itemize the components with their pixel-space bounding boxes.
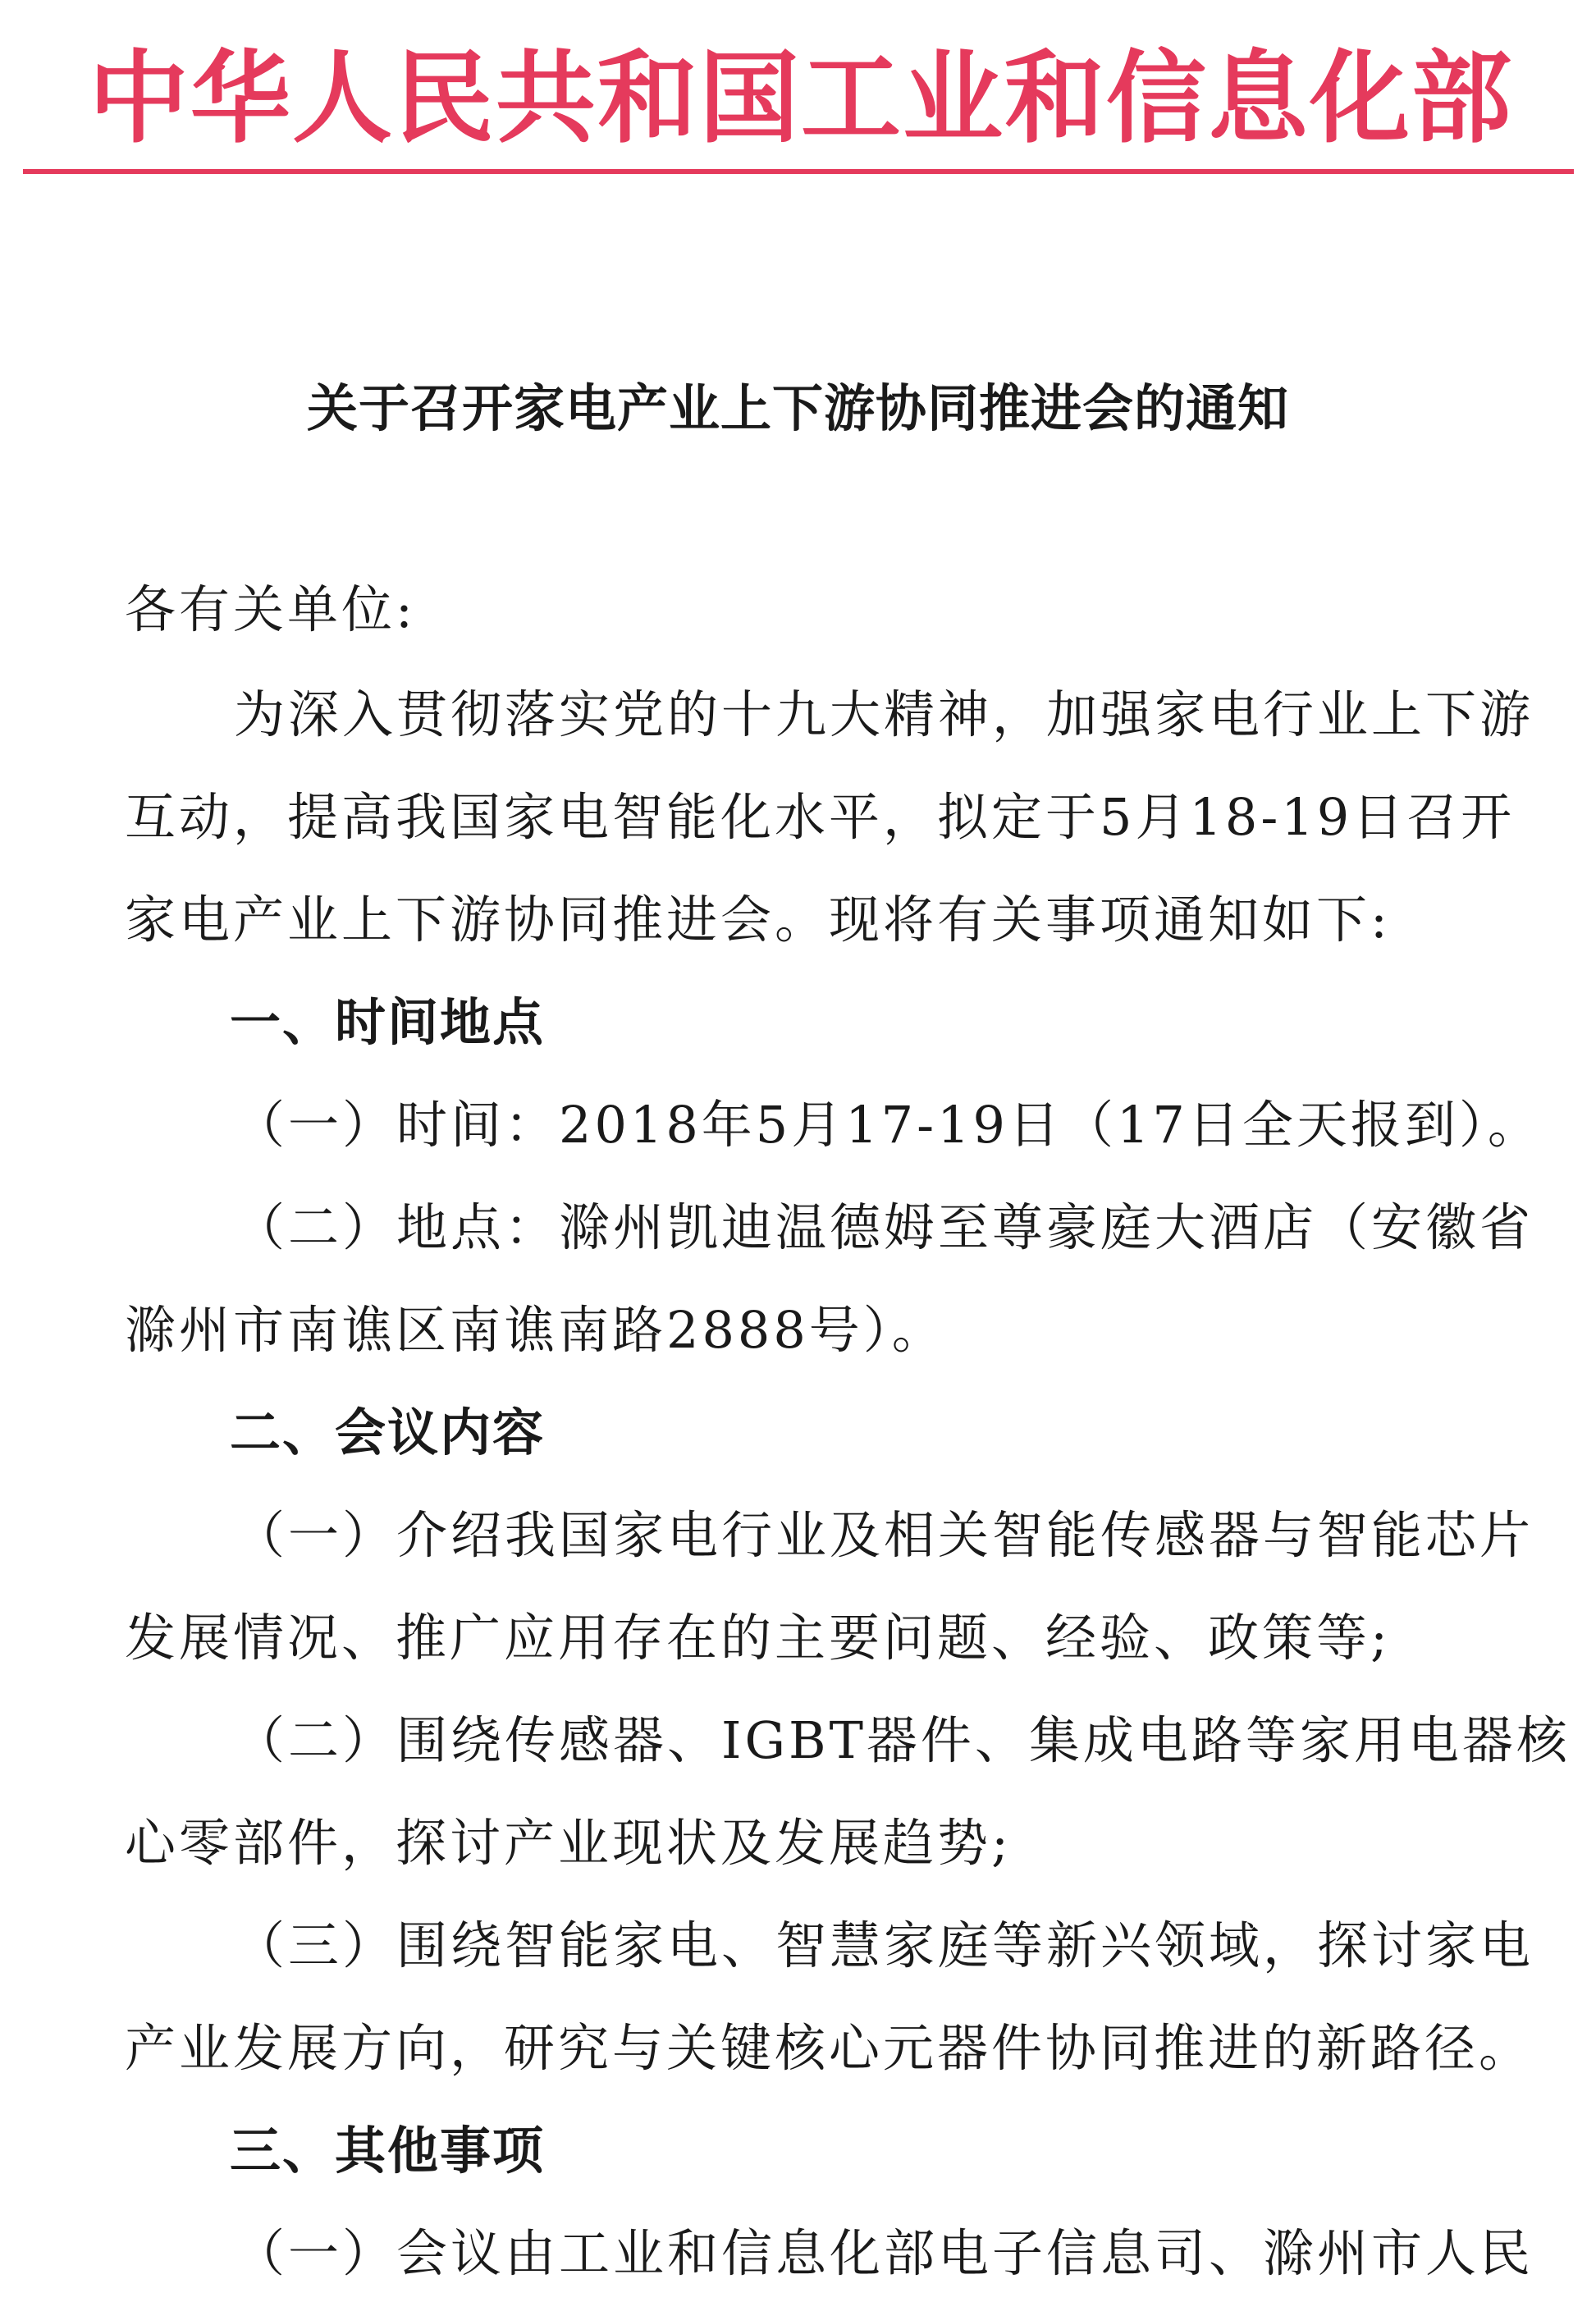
salutation: 各有关单位: xyxy=(125,579,416,639)
letterhead xyxy=(30,11,1572,167)
body-line: （二）围绕传感器、IGBT器件、集成电路等家用电器核 xyxy=(234,1710,1571,1770)
body-line: 滁州市南谯区南谯南路2888号）。 xyxy=(125,1300,946,1360)
document-title: 关于召开家电产业上下游协同推进会的通知 xyxy=(306,378,1289,438)
letterhead-agency-name: 中华人民共和国工业和信息化部 xyxy=(89,39,1513,157)
body-line: （一）介绍我国家电行业及相关智能传感器与智能芯片 xyxy=(234,1505,1534,1565)
intro-line: 互动，提高我国家电智能化水平，拟定于5月18-19日召开 xyxy=(125,787,1516,847)
body-line: 产业发展方向，研究与关键核心元器件协同推进的新路径。 xyxy=(125,2018,1534,2078)
body-line: （一）时间：2018年5月17-19日（17日全天报到）。 xyxy=(234,1095,1542,1155)
body-line: （三）围绕智能家电、智慧家庭等新兴领域，探讨家电 xyxy=(234,1915,1534,1975)
body-line: （二）地点：滁州凯迪温德姆至尊豪庭大酒店（安徽省 xyxy=(234,1197,1534,1257)
section-heading: 一、时间地点 xyxy=(230,992,546,1052)
body-line: （一）会议由工业和信息化部电子信息司、滁州市人民 xyxy=(234,2223,1534,2283)
section-heading: 二、会议内容 xyxy=(230,1403,546,1462)
intro-line: 家电产业上下游协同推进会。现将有关事项通知如下: xyxy=(125,890,1391,950)
body-line: 发展情况、推广应用存在的主要问题、经验、政策等; xyxy=(125,1608,1391,1668)
letterhead-red-rule xyxy=(23,169,1574,174)
body-line: 心零部件，探讨产业现状及发展趋势; xyxy=(125,1813,1012,1873)
section-heading: 三、其他事项 xyxy=(230,2121,546,2181)
intro-line: 为深入贯彻落实党的十九大精神，加强家电行业上下游 xyxy=(234,684,1534,744)
